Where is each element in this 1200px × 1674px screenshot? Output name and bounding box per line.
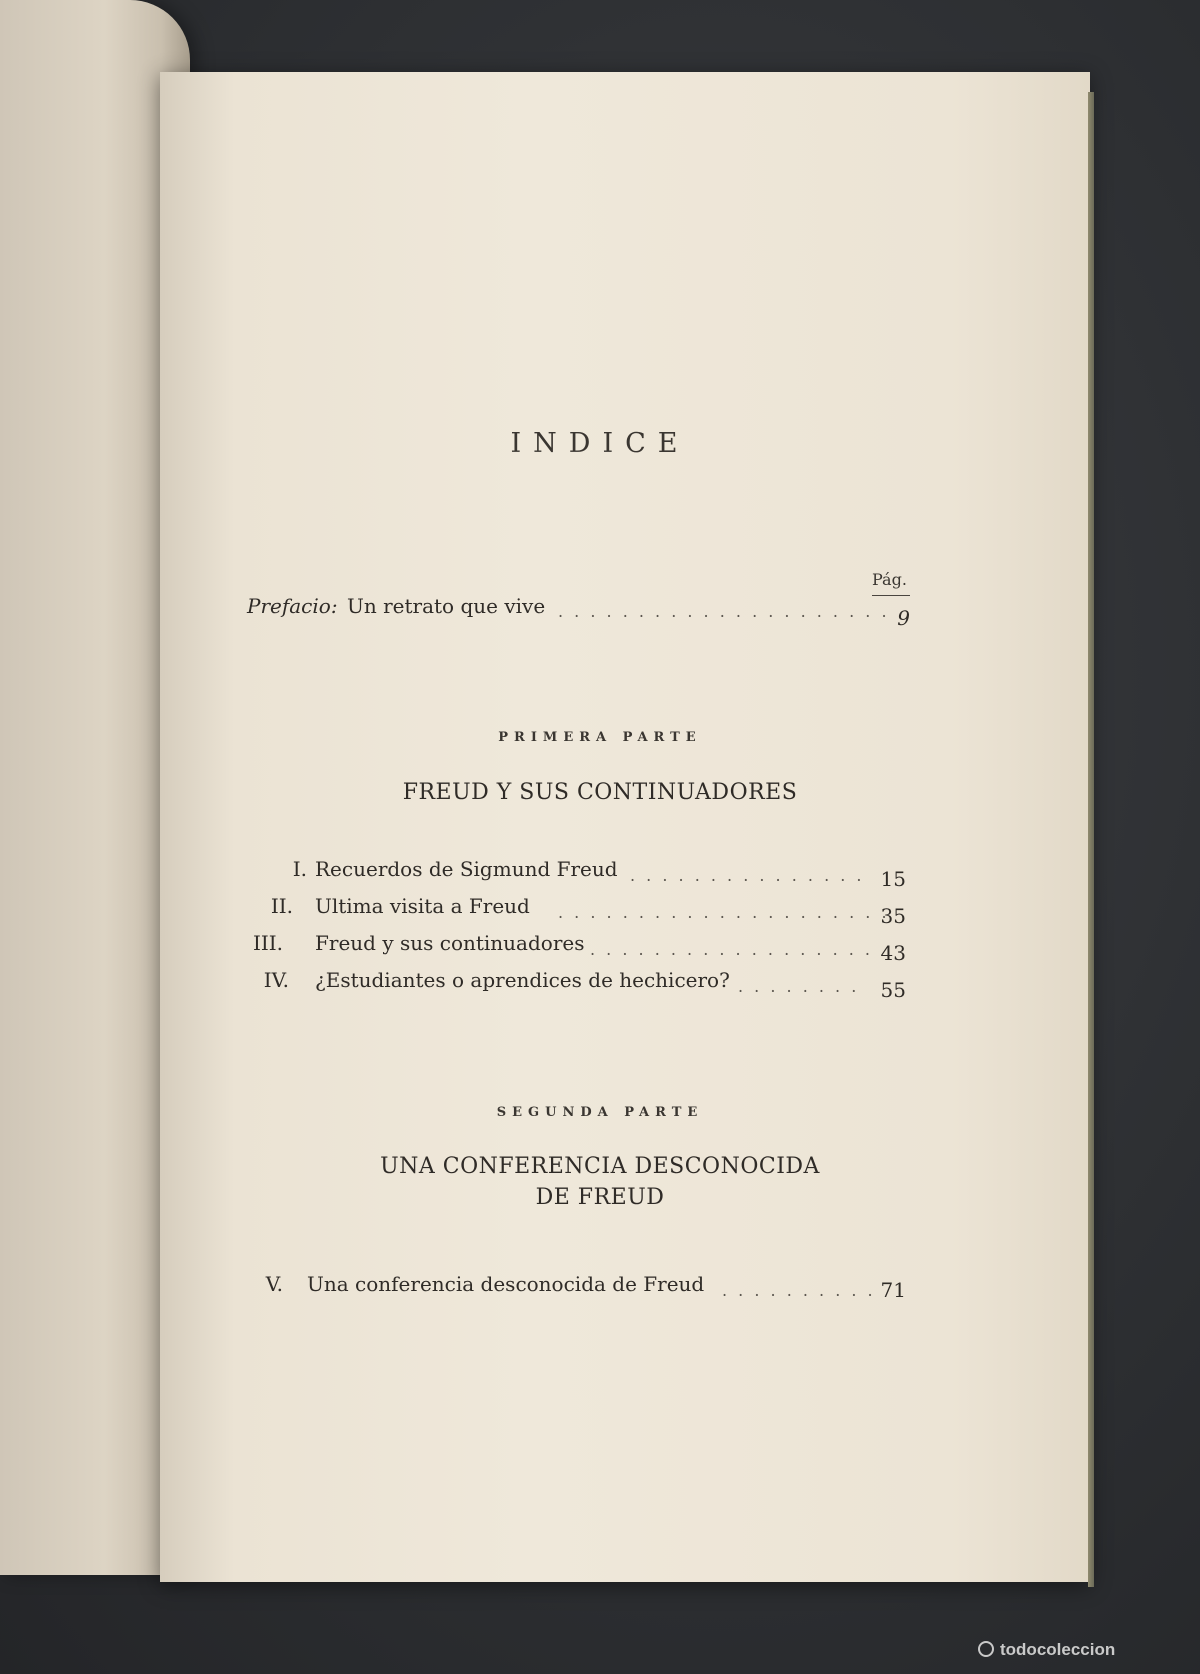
entry-leader: . . . . . . . . bbox=[738, 977, 860, 996]
watermark-logo-icon bbox=[978, 1641, 994, 1657]
entry-title: ¿Estudiantes o aprendices de hechicero? bbox=[315, 968, 730, 992]
entry-page: 55 bbox=[880, 978, 906, 1002]
entry-page: 35 bbox=[880, 904, 906, 928]
page-edge bbox=[1088, 92, 1094, 1587]
entry-leader: . . . . . . . . . . . . . . . . . . . . . bbox=[558, 903, 890, 922]
entry-title: Recuerdos de Sigmund Freud bbox=[315, 857, 618, 881]
entry-page: 71 bbox=[880, 1278, 906, 1302]
watermark: todocoleccion bbox=[1000, 1640, 1116, 1659]
entry-leader: . . . . . . . . . . . . . . . . . . bbox=[590, 940, 874, 959]
entry-page: 43 bbox=[880, 941, 906, 965]
entry-numeral: II. bbox=[270, 894, 293, 918]
entry-title: Una conferencia desconocida de Freud bbox=[307, 1272, 705, 1296]
preface-label: Prefacio: bbox=[247, 594, 338, 618]
page-title: INDICE bbox=[510, 428, 690, 459]
right-page bbox=[160, 72, 1090, 1582]
part2-label: SEGUNDA PARTE bbox=[496, 1105, 704, 1120]
preface-page: 9 bbox=[897, 606, 910, 630]
entry-numeral: I. bbox=[292, 857, 307, 881]
entry-title: Freud y sus continuadores bbox=[315, 931, 585, 955]
part2-heading-line1: UNA CONFERENCIA DESCONOCIDA bbox=[380, 1154, 820, 1179]
part1-label: PRIMERA PARTE bbox=[498, 730, 702, 745]
preface-leader: . . . . . . . . . . . . . . . . . . . . . bbox=[558, 602, 890, 621]
entry-page: 15 bbox=[880, 867, 906, 891]
entry-numeral: IV. bbox=[263, 968, 289, 992]
entry-title: Ultima visita a Freud bbox=[315, 894, 530, 918]
page-column-label: Pág. bbox=[872, 570, 907, 589]
part1-heading: FREUD Y SUS CONTINUADORES bbox=[402, 780, 798, 805]
part2-heading-line2: DE FREUD bbox=[535, 1185, 665, 1210]
page-column-rule bbox=[872, 595, 910, 596]
entry-numeral: III. bbox=[252, 931, 283, 955]
preface-title: Un retrato que vive bbox=[347, 594, 546, 618]
entry-numeral: V. bbox=[265, 1272, 283, 1296]
entry-leader: . . . . . . . . . . bbox=[722, 1281, 876, 1300]
entry-leader: . . . . . . . . . . . . . . . bbox=[630, 866, 865, 885]
